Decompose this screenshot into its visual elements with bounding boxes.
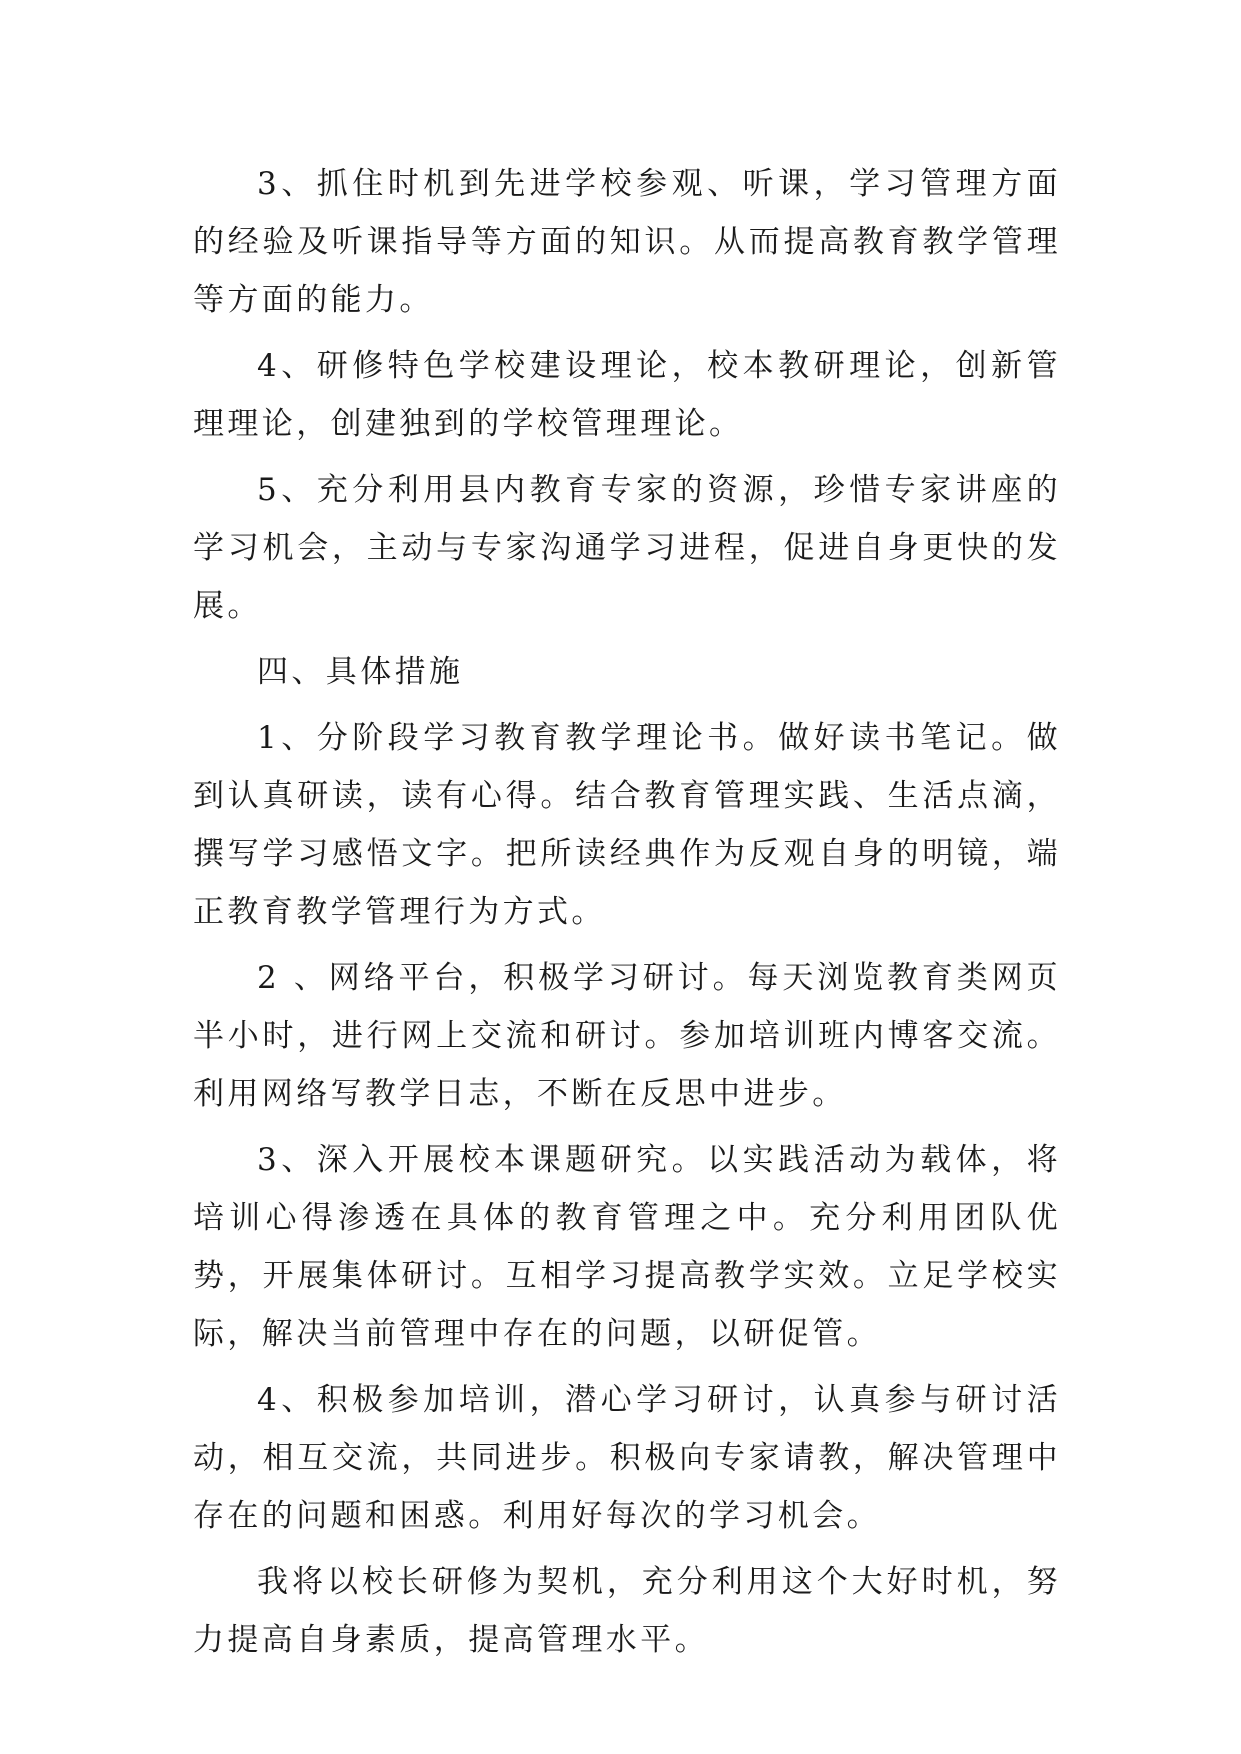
- measure-item-3: 3、深入开展校本课题研究。以实践活动为载体，将培训心得渗透在具体的教育管理之中。充分利用团队优势，开展集体研讨。互相学习提高教学实效。立足学校实际，解决当前管理中存在的问题，以研促管。: [193, 1142, 1061, 1352]
- measure-item-2: 2 、网络平台，积极学习研讨。每天浏览教育类网页半小时，进行网上交流和研讨。参加培训班内博客交流。利用网络写教学日志，不断在反思中进步。: [193, 960, 1061, 1112]
- section-heading-measures: 四、具体措施: [257, 654, 464, 690]
- closing-paragraph: 我将以校长研修为契机，充分利用这个大好时机，努力提高自身素质，提高管理水平。: [193, 1564, 1061, 1658]
- paragraph-item-3: 3、抓住时机到先进学校参观、听课，学习管理方面的经验及听课指导等方面的知识。从而提高教育教学管理等方面的能力。: [193, 166, 1061, 318]
- paragraph-item-5: 5、充分利用县内教育专家的资源，珍惜专家讲座的学习机会，主动与专家沟通学习进程，促进自身更快的发展。: [193, 472, 1061, 624]
- paragraph-item-4: 4、研修特色学校建设理论，校本教研理论，创新管理理论，创建独到的学校管理理论。: [193, 348, 1061, 442]
- measure-item-1: 1、分阶段学习教育教学理论书。做好读书笔记。做到认真研读，读有心得。结合教育管理实践、生活点滴，撰写学习感悟文字。把所读经典作为反观自身的明镜，端正教育教学管理行为方式。: [193, 720, 1061, 930]
- measure-item-4: 4、积极参加培训，潜心学习研讨，认真参与研讨活动，相互交流，共同进步。积极向专家请教，解决管理中存在的问题和困惑。利用好每次的学习机会。: [193, 1382, 1061, 1534]
